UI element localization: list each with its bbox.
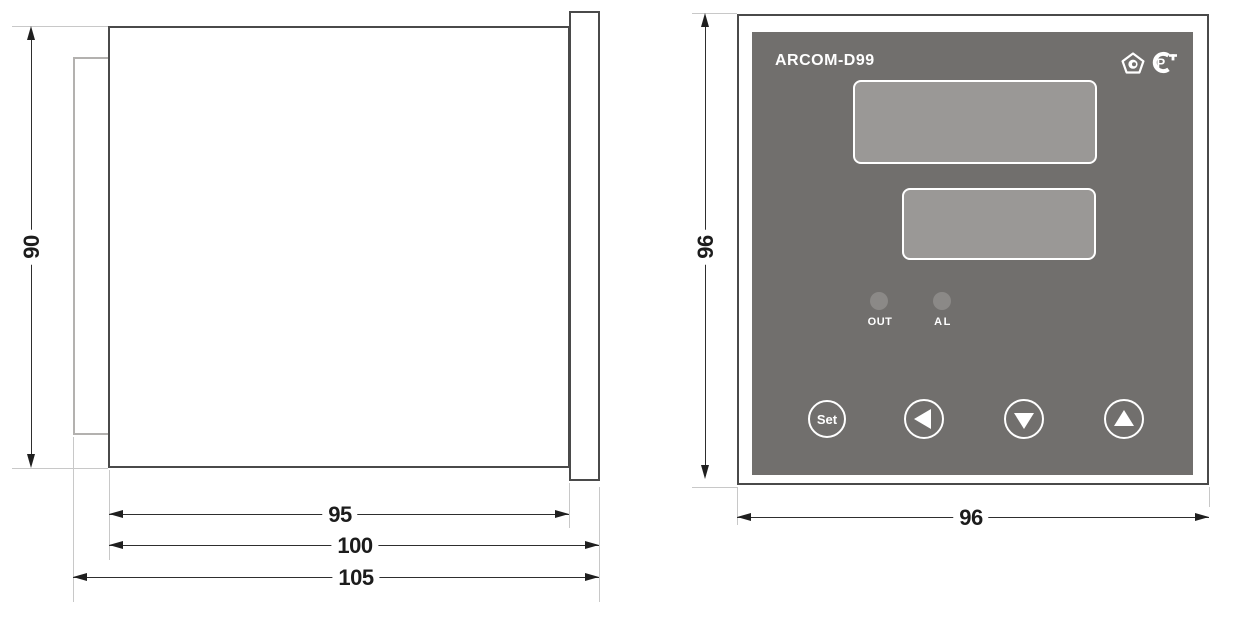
arrowhead-right xyxy=(585,541,599,549)
dimension-label-96-width: 96 xyxy=(953,505,988,531)
quality-mark-icon xyxy=(1121,52,1145,74)
down-arrow-button xyxy=(1004,399,1044,439)
mounting-bracket xyxy=(73,57,110,435)
arrowhead-left xyxy=(109,510,123,518)
extension-line xyxy=(1209,487,1210,507)
extension-line xyxy=(692,13,737,14)
set-button-label: Set xyxy=(816,411,838,427)
front-bezel-edge xyxy=(569,11,600,481)
extension-line xyxy=(692,487,737,488)
extension-line xyxy=(569,483,570,528)
out-led xyxy=(870,292,888,310)
arrow-down-icon xyxy=(1014,413,1034,429)
al-led xyxy=(933,292,951,310)
al-led-label: AL xyxy=(934,316,952,328)
arrowhead-down xyxy=(27,454,35,468)
dimension-label-95: 95 xyxy=(322,502,357,528)
svg-text:P: P xyxy=(1156,55,1166,71)
dimension-label-90: 90 xyxy=(19,229,45,264)
dimension-label-105: 105 xyxy=(332,565,379,591)
arrowhead-right xyxy=(585,573,599,581)
dimension-label-100: 100 xyxy=(331,533,378,559)
arrow-left-icon xyxy=(914,409,931,429)
arrowhead-down xyxy=(701,465,709,479)
arrowhead-up xyxy=(701,13,709,27)
arrowhead-right xyxy=(1195,513,1209,521)
upper-display xyxy=(853,80,1097,164)
extension-line xyxy=(599,487,600,602)
arrowhead-left xyxy=(737,513,751,521)
case-body xyxy=(108,26,570,468)
arrowhead-up xyxy=(27,26,35,40)
arrowhead-right xyxy=(555,510,569,518)
out-led-label: OUT xyxy=(867,316,893,328)
lower-display xyxy=(902,188,1096,260)
up-arrow-button xyxy=(1104,399,1144,439)
arrowhead-left xyxy=(109,541,123,549)
left-arrow-button xyxy=(904,399,944,439)
set-button xyxy=(808,400,846,438)
brand-label: ARCOM-D99 xyxy=(775,52,875,69)
extension-line xyxy=(12,468,108,469)
front-panel xyxy=(752,32,1193,475)
dimension-label-96-height: 96 xyxy=(693,229,719,264)
arrow-up-icon xyxy=(1114,410,1134,426)
arrowhead-left xyxy=(73,573,87,581)
rst-certification-icon xyxy=(1149,51,1178,74)
